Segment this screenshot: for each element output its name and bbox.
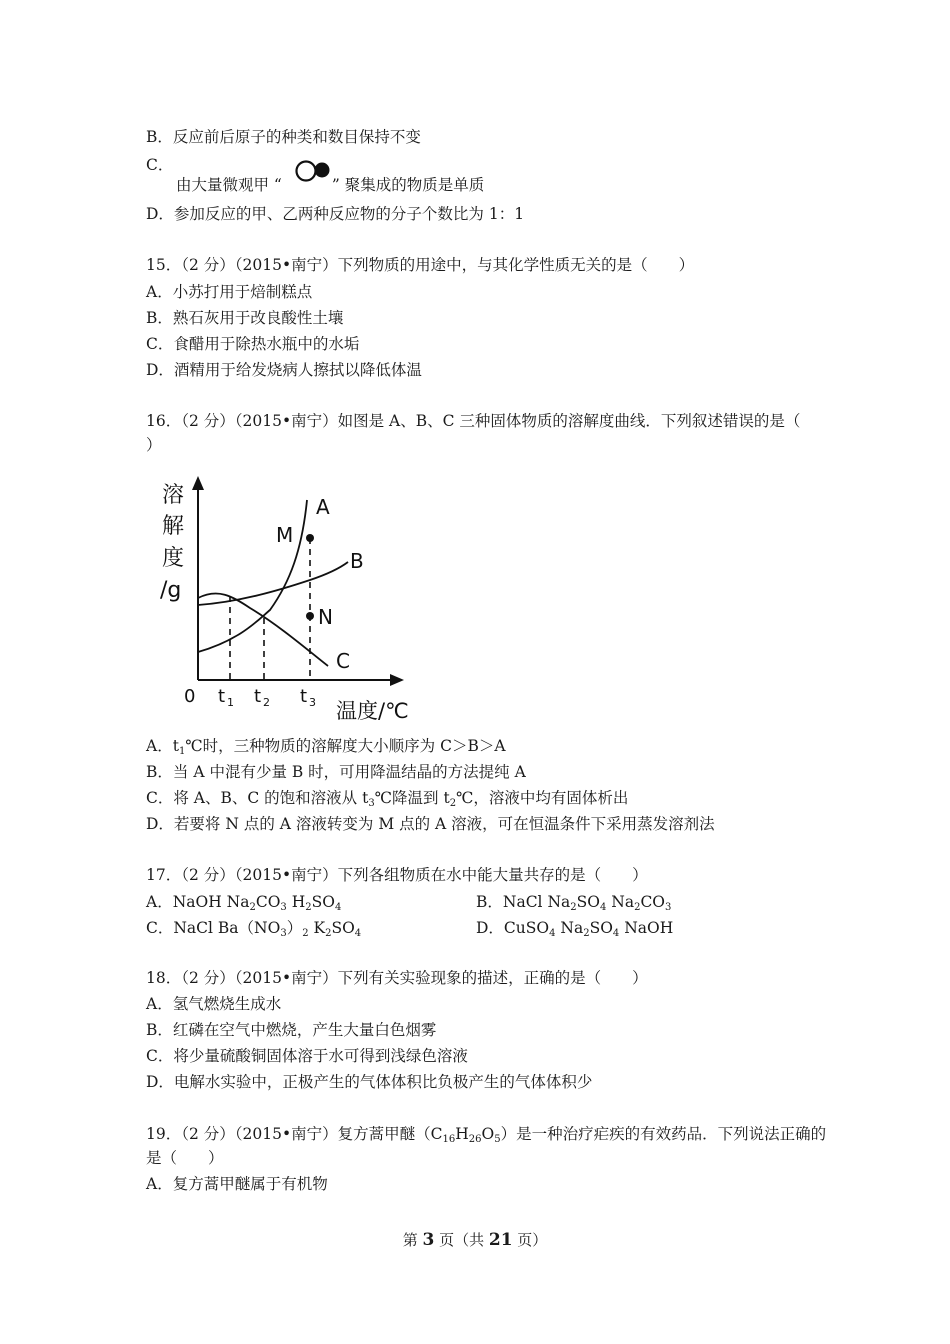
q18-option-d: D．电解水实验中，正极产生的气体体积比负极产生的气体体积少 <box>146 1073 593 1091</box>
page-number: 3 <box>422 1230 435 1250</box>
y-label-char-4: /g <box>160 578 182 603</box>
q16-stem: 16．（2 分）（2015•南宁）如图是 A、B、C 三种固体物质的溶解度曲线．下列叙述错误的是（ <box>146 412 801 430</box>
q18-option-c: C．将少量硫酸铜固体溶于水可得到浅绿色溶液 <box>146 1047 468 1065</box>
curve-c-label: C <box>336 649 350 673</box>
q17-option-a: A．NaOH $Na_2CO_3$ $H_2SO_4$ <box>146 893 342 913</box>
q14-option-c-pre: 由大量微观甲 “ <box>176 176 282 194</box>
page-footer: 第 3 页（共 21 页） <box>402 1230 548 1250</box>
q14-option-d: D．参加反应的甲、乙两种反应物的分子个数比为 1：1 <box>146 205 525 223</box>
tick-t1: t <box>218 686 226 707</box>
tick-t2: t <box>254 686 262 707</box>
q18-option-a: A．氢气燃烧生成水 <box>146 995 282 1013</box>
q16-option-b: B．当 A 中混有少量 B 时，可用降温结晶的方法提纯 A <box>146 763 526 781</box>
y-label-char-3: 度 <box>162 546 185 571</box>
y-axis-arrow <box>192 476 204 490</box>
tick-t3-sub: 3 <box>309 696 316 709</box>
curve-c <box>198 593 328 666</box>
q18-option-b: B．红磷在空气中燃烧，产生大量白色烟雾 <box>146 1021 437 1039</box>
x-axis-label: 温度/℃ <box>336 699 409 723</box>
q17-option-b: B．NaCl $Na_2SO_4$ $Na_2CO_3$ <box>476 893 672 913</box>
solubility-curve-graph <box>150 470 430 732</box>
q15-option-a: A．小苏打用于焙制糕点 <box>146 283 313 301</box>
q19-stem: 19．（2 分）（2015•南宁）复方蒿甲醚$(C_{16}H_{26}O_5)$是一种治疗疟疾的有效药品．下列说法正确的 <box>146 1125 827 1145</box>
q14-option-c-label: C． <box>146 156 174 174</box>
tick-t1-sub: 1 <box>227 696 234 709</box>
tick-t2-sub: 2 <box>263 696 270 709</box>
q17-stem: 17．（2 分）（2015•南宁）下列各组物质在水中能大量共存的是（ ） <box>146 866 648 884</box>
q15-option-d: D．酒精用于给发烧病人擦拭以降低体温 <box>146 361 422 379</box>
q19-option-a: A．复方蒿甲醚属于有机物 <box>146 1175 328 1193</box>
molecule-icon <box>292 159 338 183</box>
q16-option-a: A．$t_1℃$时，三种物质的溶解度大小顺序为 C＞B＞A <box>146 737 506 757</box>
y-label-char-1: 溶 <box>162 483 185 508</box>
y-label-char-2: 解 <box>162 514 185 539</box>
q14-option-c-post: ” 聚集成的物质是单质 <box>331 176 485 194</box>
x-axis-arrow <box>390 674 404 686</box>
q19-stem-end: 是（ ） <box>146 1149 224 1167</box>
page-total: 21 <box>488 1230 513 1250</box>
curve-b-label: B <box>350 549 364 573</box>
q17-option-c: C．NaCl $Ba(NO_3)_2$ $K_2SO_4$ <box>146 919 362 939</box>
q14-option-b: B．反应前后原子的种类和数目保持不变 <box>146 128 421 146</box>
tick-t3: t <box>300 686 308 707</box>
q15-stem: 15．（2 分）（2015•南宁）下列物质的用途中，与其化学性质无关的是（ ） <box>146 256 695 274</box>
curve-a-label: A <box>316 495 330 519</box>
point-n-label: N <box>318 605 333 629</box>
q17-option-d: D．CuSO$_4$ $Na_2SO_4$ NaOH <box>476 919 674 939</box>
q15-option-b: B．熟石灰用于改良酸性土壤 <box>146 309 344 327</box>
point-n <box>306 612 314 620</box>
point-m <box>306 534 314 542</box>
q16-option-c: C．将 A、B、C 的饱和溶液从 $t_3℃$降温到 $t_2℃$，溶液中均有固体析出 <box>146 789 629 809</box>
q16-option-d: D．若要将 N 点的 A 溶液转变为 M 点的 A 溶液，可在恒温条件下采用蒸发溶剂法 <box>146 815 715 833</box>
origin-label: 0 <box>184 686 196 707</box>
q16-stem-end: ） <box>146 436 162 454</box>
q18-stem: 18．（2 分）（2015•南宁）下列有关实验现象的描述，正确的是（ ） <box>146 969 648 987</box>
curve-b <box>198 562 348 605</box>
point-m-label: M <box>276 523 294 547</box>
q15-option-c: C．食醋用于除热水瓶中的水垢 <box>146 335 360 353</box>
